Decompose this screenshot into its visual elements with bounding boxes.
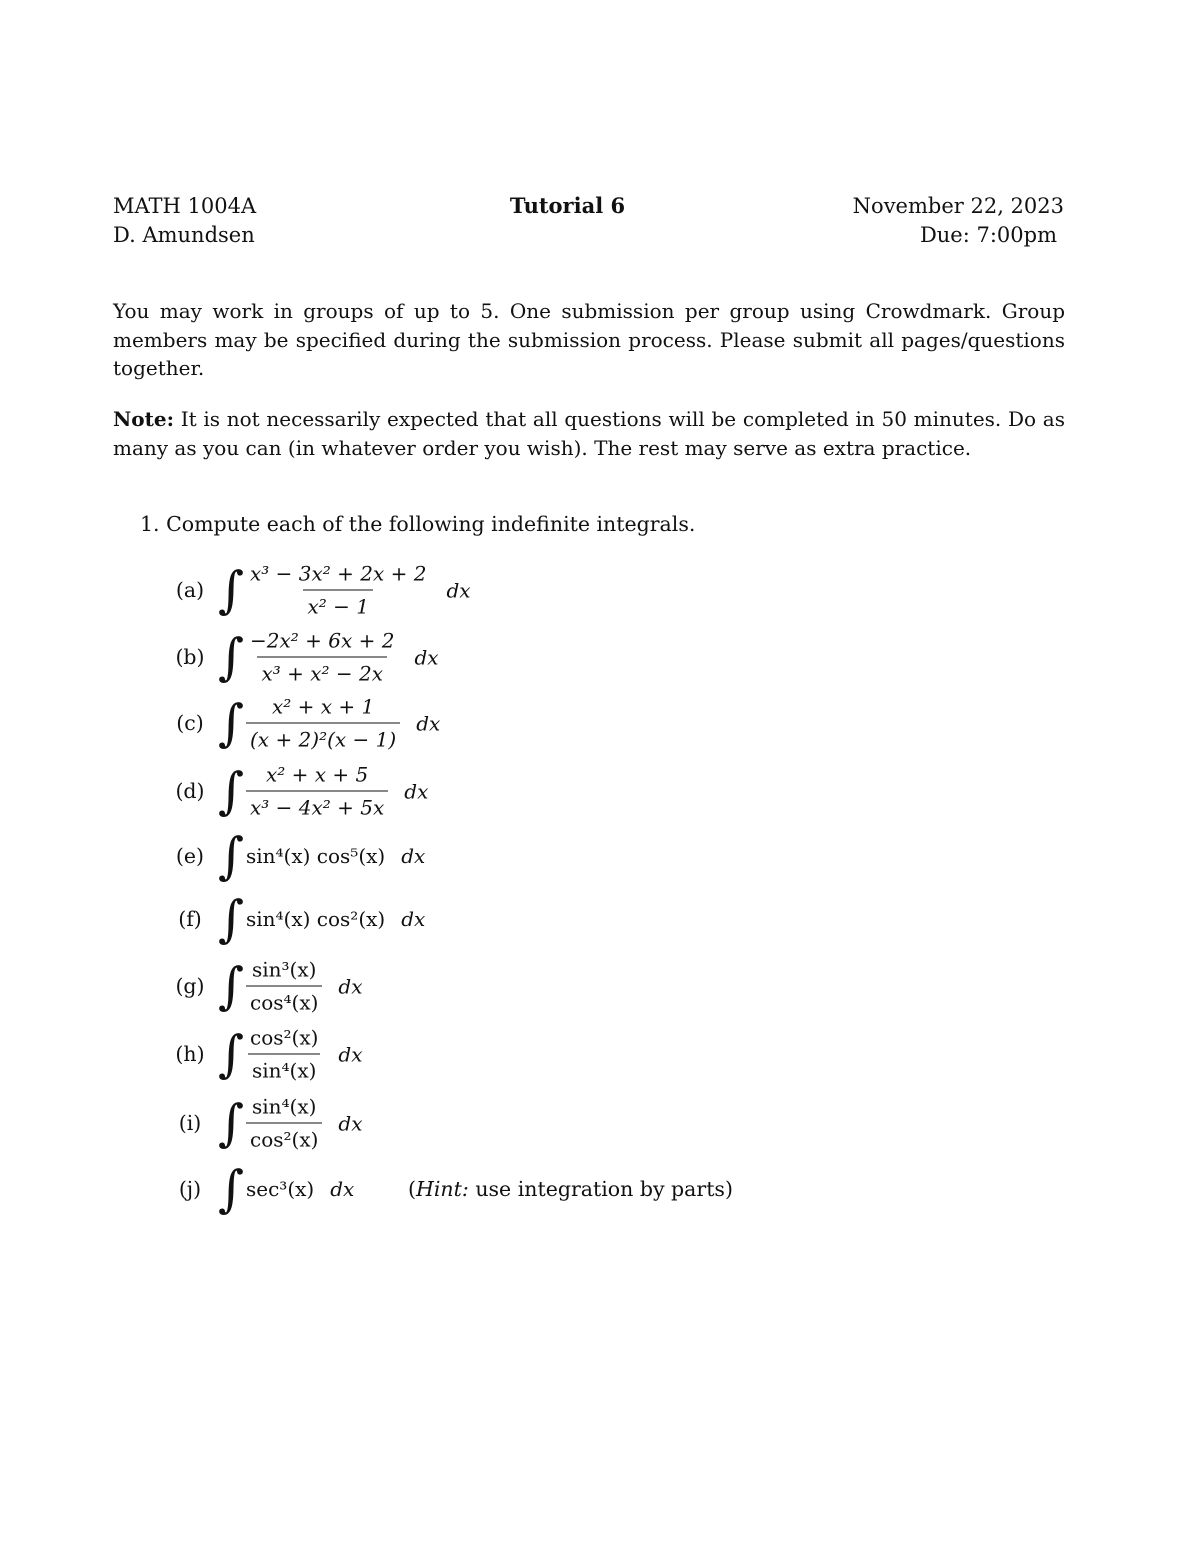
integrand bbox=[246, 906, 425, 932]
part-label: (f) bbox=[178, 907, 202, 931]
part-label: (j) bbox=[178, 1177, 202, 1201]
differential: dx bbox=[401, 844, 426, 868]
numerator: x² + x + 5 bbox=[266, 762, 369, 787]
expression: sec³(x) bbox=[246, 1177, 315, 1201]
hint-body: use integration by parts) bbox=[475, 1177, 733, 1201]
integrand bbox=[246, 694, 440, 753]
expression: sin⁴(x) cos²(x) bbox=[246, 907, 386, 931]
denominator: sin⁴(x) bbox=[248, 1054, 320, 1084]
fraction bbox=[246, 561, 430, 620]
integrand bbox=[246, 561, 471, 620]
part-label: (b) bbox=[175, 645, 205, 669]
note-text: It is not necessarily expected that all questions will be completed in 50 minutes. Do as many as you can (in whatever order you wish). The rest may serve as extra practice. bbox=[113, 407, 1065, 460]
instructor-name: D. Amundsen bbox=[113, 223, 255, 247]
fraction bbox=[246, 762, 388, 821]
integrand bbox=[246, 843, 425, 869]
part-label: (i) bbox=[178, 1111, 202, 1135]
course-code: MATH 1004A bbox=[113, 194, 257, 218]
integral-sign: ∫ bbox=[218, 1094, 245, 1152]
denominator: cos²(x) bbox=[246, 1123, 322, 1153]
integrand bbox=[246, 628, 439, 687]
integral-sign: ∫ bbox=[218, 1160, 245, 1218]
integrand bbox=[246, 1094, 363, 1153]
expression: sin⁴(x) cos⁵(x) bbox=[246, 844, 386, 868]
fraction bbox=[246, 1025, 322, 1084]
part-label: (a) bbox=[175, 578, 205, 602]
date: November 22, 2023 bbox=[852, 194, 1064, 218]
differential: dx bbox=[338, 1042, 363, 1066]
differential: dx bbox=[414, 645, 439, 669]
part-label: (d) bbox=[175, 779, 205, 803]
hint-open-paren: ( bbox=[408, 1177, 416, 1201]
differential: dx bbox=[401, 907, 426, 931]
integral-sign: ∫ bbox=[218, 890, 245, 948]
part-label: (h) bbox=[175, 1042, 205, 1066]
differential: dx bbox=[446, 578, 471, 602]
fraction bbox=[246, 694, 400, 753]
fraction bbox=[246, 628, 398, 687]
part-label: (e) bbox=[175, 844, 205, 868]
instructions-paragraph: You may work in groups of up to 5. One submission per group using Crowdmark. Group members may be specified during the submission process. Please submit all pages/questions together. bbox=[113, 299, 1065, 380]
fraction bbox=[246, 957, 322, 1016]
hint-label: Hint: bbox=[416, 1177, 469, 1201]
differential: dx bbox=[404, 779, 429, 803]
part-label: (c) bbox=[176, 711, 204, 735]
denominator: cos⁴(x) bbox=[246, 986, 322, 1016]
document-title: Tutorial 6 bbox=[509, 193, 626, 218]
denominator: x² − 1 bbox=[303, 590, 373, 620]
differential: dx bbox=[338, 974, 363, 998]
integral-sign: ∫ bbox=[218, 762, 245, 820]
differential: dx bbox=[416, 711, 441, 735]
numerator: x² + x + 1 bbox=[271, 694, 375, 719]
numerator: sin⁴(x) bbox=[251, 1094, 317, 1119]
numerator: sin³(x) bbox=[251, 957, 317, 982]
integral-j bbox=[170, 1157, 770, 1221]
denominator: x³ − 4x² + 5x bbox=[246, 791, 388, 821]
hint-text bbox=[408, 1177, 733, 1201]
integral-sign: ∫ bbox=[218, 694, 245, 752]
denominator: (x + 2)²(x − 1) bbox=[246, 723, 400, 753]
integral-sign: ∫ bbox=[218, 628, 245, 686]
integrand bbox=[246, 1176, 354, 1202]
question-1-prompt: 1. Compute each of the following indefinite integrals. bbox=[140, 512, 696, 536]
note-paragraph bbox=[113, 405, 1065, 462]
integrand bbox=[246, 957, 363, 1016]
numerator: x³ − 3x² + 2x + 2 bbox=[250, 561, 427, 586]
due-time: Due: 7:00pm bbox=[919, 223, 1057, 247]
integral-sign: ∫ bbox=[218, 827, 245, 885]
numerator: cos²(x) bbox=[250, 1025, 319, 1050]
denominator: x³ + x² − 2x bbox=[257, 657, 387, 687]
numerator: −2x² + 6x + 2 bbox=[250, 628, 395, 653]
integral-sign: ∫ bbox=[218, 561, 245, 619]
note-label: Note: bbox=[113, 407, 174, 431]
differential: dx bbox=[338, 1111, 363, 1135]
integrand bbox=[246, 1025, 363, 1084]
integral-sign: ∫ bbox=[218, 957, 245, 1015]
integral-sign: ∫ bbox=[218, 1025, 245, 1083]
fraction bbox=[246, 1094, 322, 1153]
differential: dx bbox=[330, 1177, 355, 1201]
part-label: (g) bbox=[175, 974, 205, 998]
integrand bbox=[246, 762, 428, 821]
